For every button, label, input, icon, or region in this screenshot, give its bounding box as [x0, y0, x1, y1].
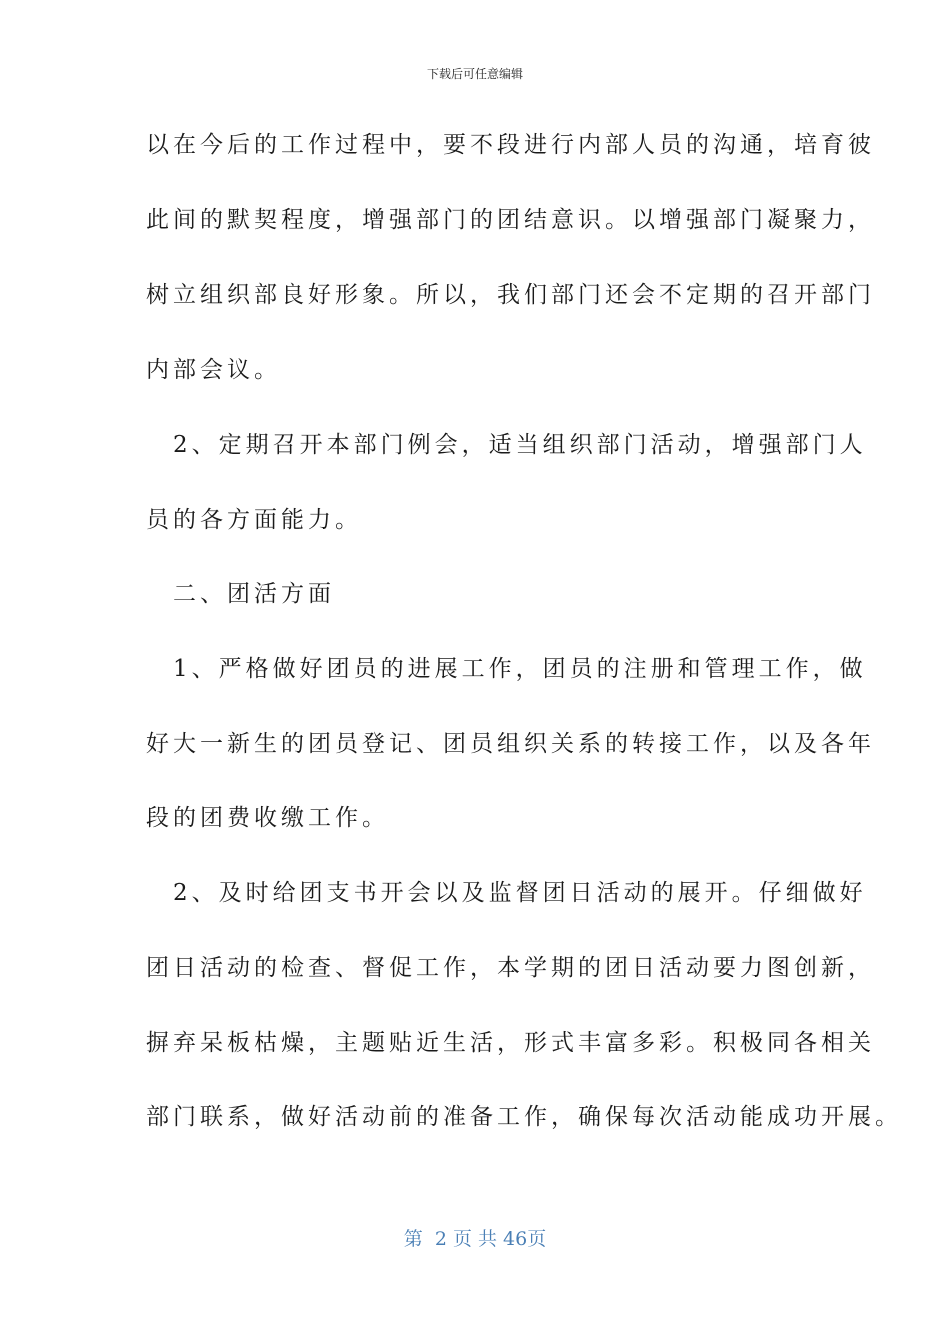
body-line: 此间的默契程度，增强部门的团结意识。以增强部门凝聚力， — [146, 207, 875, 233]
section-heading: 二、团活方面 — [146, 581, 335, 607]
body-line: 以在今后的工作过程中，要不段进行内部人员的沟通，培育彼 — [146, 132, 875, 158]
body-line: 段的团费收缴工作。 — [146, 805, 389, 831]
body-line: 摒弃呆板枯燥，主题贴近生活，形式丰富多彩。积极同各相关 — [146, 1030, 875, 1056]
body-line: 内部会议。 — [146, 357, 281, 383]
body-line: 团日活动的检查、督促工作，本学期的团日活动要力图创新， — [146, 955, 875, 981]
page-header: 下载后可任意编辑 — [426, 67, 523, 81]
body-line: 好大一新生的团员登记、团员组织关系的转接工作，以及各年 — [146, 731, 875, 757]
body-line: 1、严格做好团员的进展工作，团员的注册和管理工作，做 — [146, 656, 867, 682]
body-line: 2、定期召开本部门例会，适当组织部门活动，增强部门人 — [146, 432, 867, 458]
page-number-footer: 第 2 页 共 46页 — [403, 1228, 547, 1250]
body-line: 2、及时给团支书开会以及监督团日活动的展开。仔细做好 — [146, 880, 867, 906]
body-line: 员的各方面能力。 — [146, 507, 362, 533]
body-line: 树立组织部良好形象。所以，我们部门还会不定期的召开部门 — [146, 282, 875, 308]
body-line: 部门联系，做好活动前的准备工作，确保每次活动能成功开展。 — [146, 1104, 902, 1130]
